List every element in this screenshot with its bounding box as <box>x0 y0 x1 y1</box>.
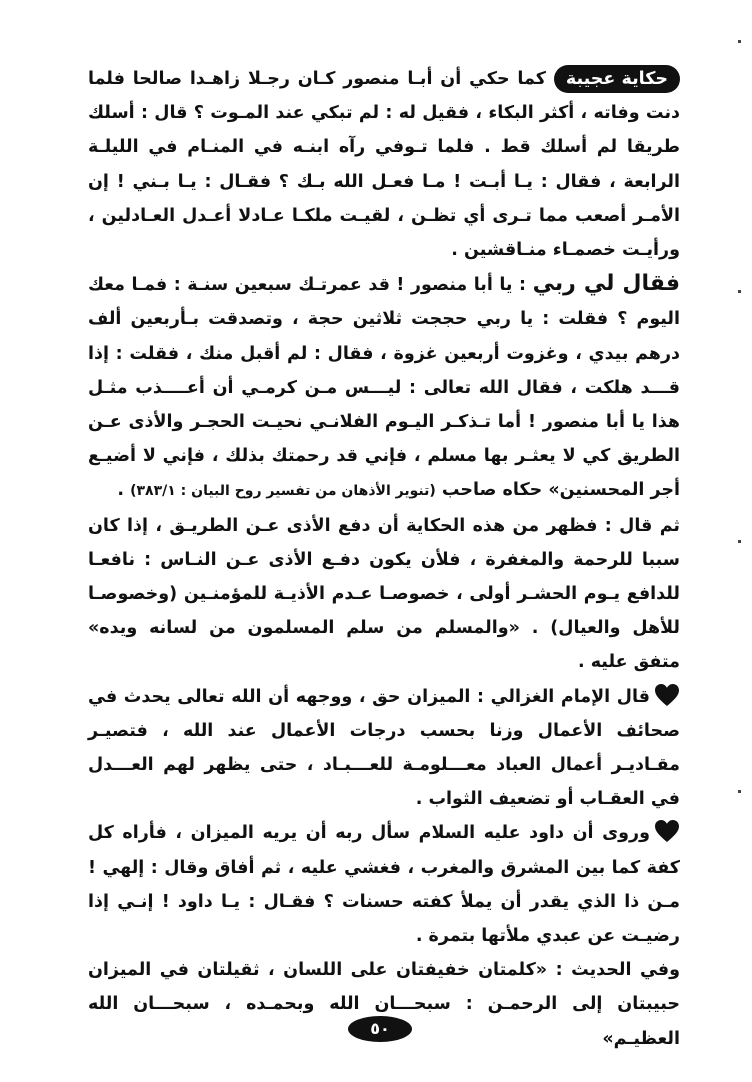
heart-icon <box>654 683 680 707</box>
paragraph-text: ثم قال : فظهر من هذه الحكاية أن دفع الأذى عـن الطريـق ، إذا كان سببا للرحمة والمغفرة ، فلأن يكون دفـع الأذى عـن النـاس : نافعـا للدافع يـوم الحشـر أولى ، خصوصـا عـدم الأذيـة للمؤمنـين (وخصوصـا للأهل والعيال) . «والمسلم من سلم المسلمون من لسانه ويده» متفق عليه . <box>88 515 680 673</box>
paragraph-commentary <box>88 509 680 680</box>
page-text <box>88 62 680 1056</box>
paragraph-story <box>88 62 680 267</box>
page-number: ٥٠ <box>348 1016 412 1042</box>
title-badge: حكاية عجيبة <box>554 65 680 93</box>
paragraph-text: وفي الحديث : «كلمتان خفيفتان على اللسان ، ثقيلتان في الميزان حبيبتان إلى الرحمـن : سبحـــان الله وبحمـده ، سبحـــان الله العظيـم» <box>88 960 680 1049</box>
paragraph-text: قال الإمام الغزالي : الميزان حق ، ووجهه أن الله تعالى يحدث في صحائف الأعمال وزنا بحسب درجات الأعمال عند الله ، فتصيـر مقـاديـر أعمال العباد معـــلومـة للعـــبـاد ، حتى يظهر لهم العـــدل في العقـاب أو تضعيف الثواب . <box>88 686 680 810</box>
scan-mark <box>738 540 741 543</box>
heart-icon <box>654 819 680 843</box>
paragraph-text: وروى أن داود عليه السلام سأل ربه أن يريه الميزان ، فأراه كل كفة كما بين المشرق والمغرب ، فغشي عليه ، ثم أفاق وقال : إلهي ! مـن ذا الذي يقدر أن يملأ كفته حسنات ؟ فقـال : يـا داود ! إنـي إذا رضيـت عن عبدي ملأتها بتمرة . <box>88 823 680 947</box>
paragraph-text: : يا أبا منصور ! قد عمرتـك سبعين سنـة : فمـا معك اليوم ؟ فقلت : يا ربي حججت ثلاثين حجة ، وتصدقت بـأربعين ألف درهم بيدي ، وغزوت أربعين غزوة ، فقال : لم أقبل منك ، فقلت : إذا قـــد هلكت ، فقال الله تعالى : ليـــس مـن كرمـي أن أعــــذب مثـل هذا يا أبا منصور ! أما تـذكـر اليـوم الفلانـي نحيـت الحجـر والأذى عـن الطريق كي لا يعثـر بها مسلم ، فإني قد رحمتك بذلك ، فإني لا أضيـع أجر المحسنين» حكاه صاحب <box>88 275 680 501</box>
scan-mark <box>738 290 741 293</box>
source-reference: (تنوير الأذهان من تفسير روح البيان : ٣٨٣/١) <box>130 483 436 500</box>
paragraph-lord-said: فقال لي ربي : يا أبا منصور ! قد عمرتـك سبعين سنـة : فمـا معك اليوم ؟ فقلت : يا ربي حججت ثلاثين حجة ، وتصدقت بـأربعين ألف درهم بيدي ، وغزوت أربعين غزوة ، فقال : لم أقبل منك ، فقلت : إذا قـــد هلكت ، فقال الله تعالى : ليـــس مـن كرمـي أن أعــــذب مثـل هذا يا أبا منصور ! أما تـذكـر اليـوم الفلانـي نحيـت الحجـر والأذى عـن الطريق كي لا يعثـر بها مسلم ، فإني قد رحمتك بذلك ، فإني لا أضيـع أجر المحسنين» حكاه صاحب (تنوير الأذهان من تفسير روح البيان : ٣٨٣/١) . <box>88 271 681 501</box>
paragraph-text: كما حكي أن أبـا منصور كـان رجـلا زاهـدا صالحا فلما دنت وفاته ، أكثر البكاء ، فقيل له : لم تبكي عند المـوت ؟ قال : أسلك طريقا لم أسلك قط . فلما تـوفي رآه ابنـه في المنـام في الليلـة الرابعة ، فقال : يـا أبـت ! مـا فعـل الله بـك ؟ فقـال : يـا بـني ! إن الأمـر أصعب مما تـرى أي تظـن ، لقيـت ملكـا عـادلا أعـدل العـادلين ، ورأيـت خصمـاء منـاقشين . <box>88 69 680 261</box>
paragraph-ghazali <box>88 680 680 817</box>
paragraph-dawud <box>88 816 680 953</box>
scan-mark <box>738 790 741 793</box>
paragraph-lead: فقال لي ربي <box>532 271 681 297</box>
scan-mark <box>738 40 741 43</box>
